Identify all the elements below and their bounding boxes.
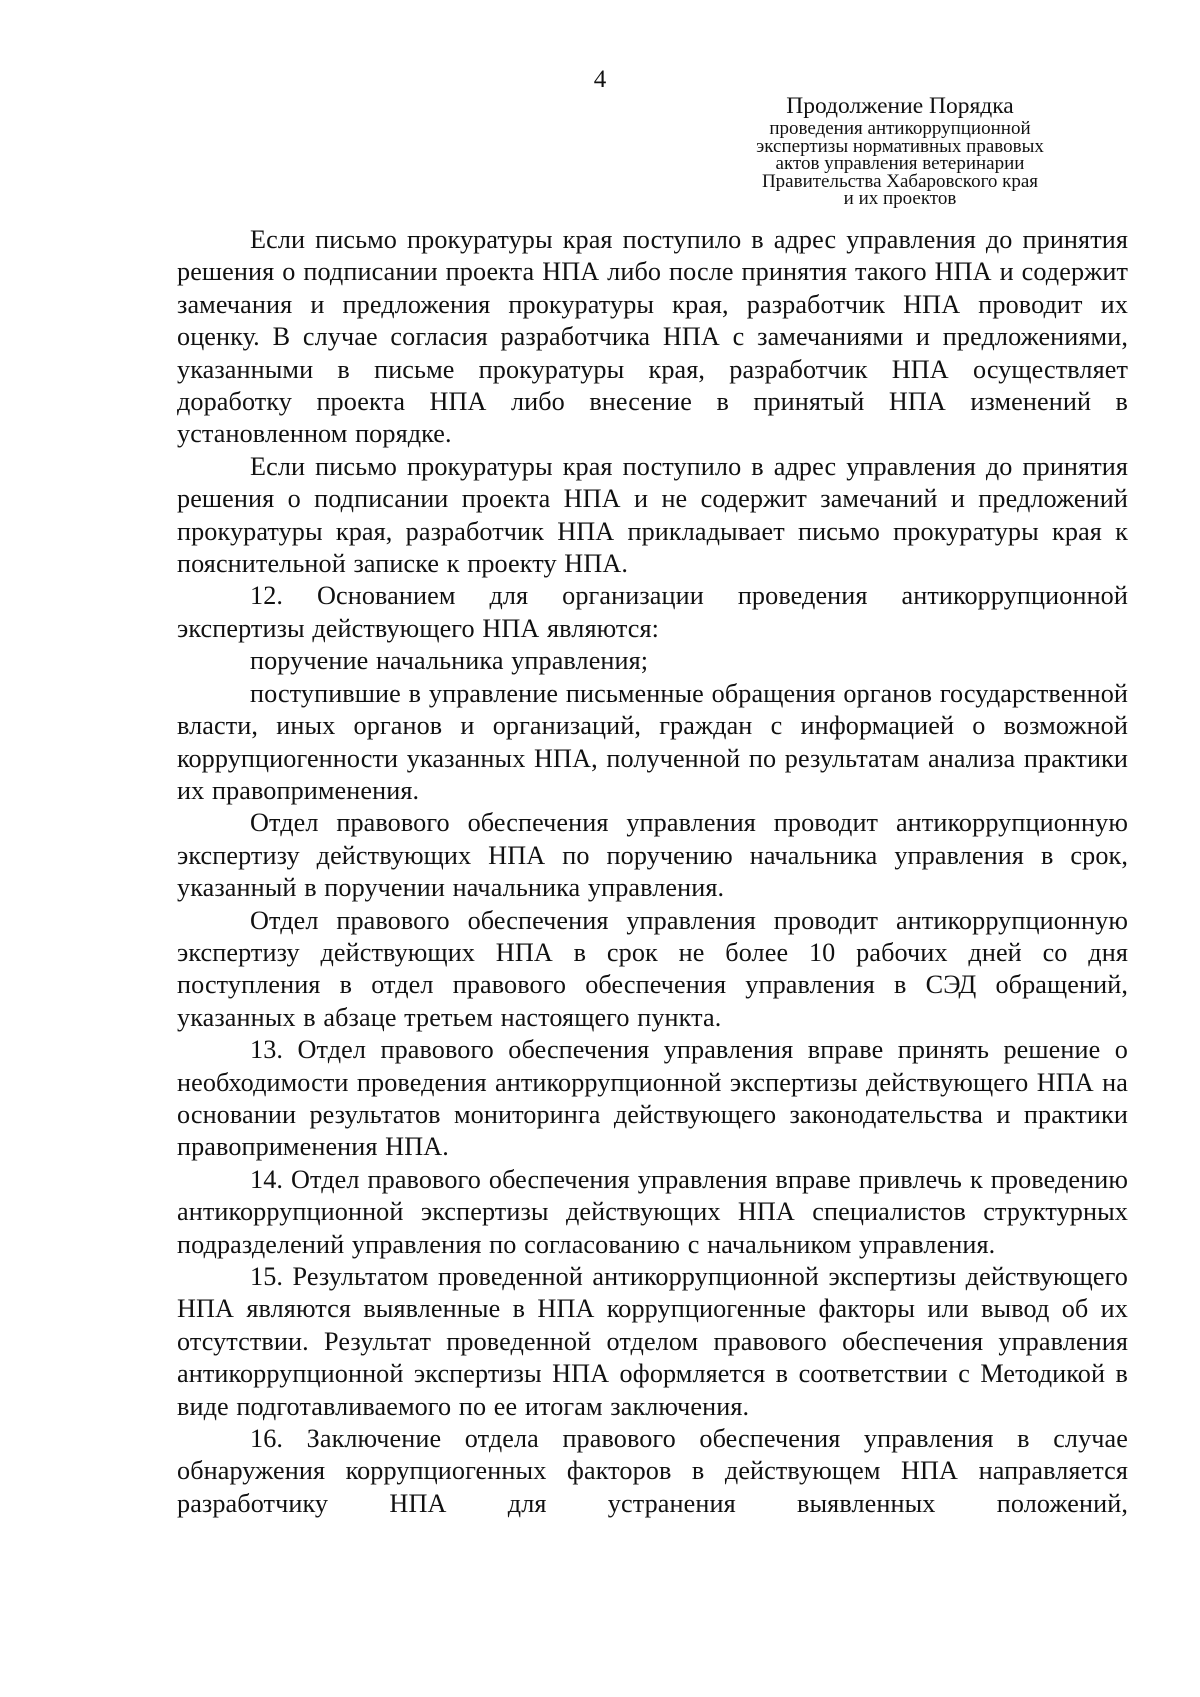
paragraph: Отдел правового обеспечения управления проводит антикоррупционную экспертизу действующих НПА в срок не более 10 рабочих дней со дня поступления в отдел правового обеспечения управления в СЭД обращений, указанных в абзаце третьем настоящего пункта. <box>177 905 1128 1032</box>
document-body <box>177 224 1128 1520</box>
header-line: Правительства Хабаровского края <box>761 170 1039 192</box>
paragraph: 14. Отдел правового обеспечения управления вправе привлечь к проведению антикоррупционной экспертизы действующих НПА специалистов структурных подразделений управления по согласованию с начальником управления. <box>177 1164 1128 1259</box>
document-header <box>705 92 1095 208</box>
header-line: экспертизы нормативных правовых <box>756 135 1044 157</box>
header-line: проведения антикоррупционной <box>769 118 1031 139</box>
paragraph: 12. Основанием для организации проведения антикоррупционной экспертизы действующего НПА являются: <box>177 581 1128 643</box>
paragraph: Если письмо прокуратуры края поступило в адрес управления до принятия решения о подписании проекта НПА либо после принятия такого НПА и содержит замечания и предложения прокуратуры края, разработчик НПА проводит их оценку. В случае согласия разработчика НПА с замечаниями и предложениями, указанными в письме прокуратуры края, разработчик НПА осуществляет доработку проекта НПА либо внесение в принятый НПА изменений в установленном порядке. <box>177 225 1128 449</box>
page-number: 4 <box>593 66 607 93</box>
paragraph: 16. Заключение отдела правового обеспечения управления в случае обнаружения коррупциогенных факторов в действующем НПА направляется разработчику НПА для устранения выявленных положений, <box>177 1424 1128 1518</box>
header-line: актов управления ветеринарии <box>775 153 1025 175</box>
paragraph: Отдел правового обеспечения управления проводит антикоррупционную экспертизу действующих НПА по поручению начальника управления в срок, указанный в поручении начальника управления. <box>177 808 1128 903</box>
header-title: Продолжение Порядка <box>786 93 1014 119</box>
header-line: и их проектов <box>843 188 957 210</box>
paragraph: 15. Результатом проведенной антикоррупционной экспертизы действующего НПА являются выявленные в НПА коррупциогенные факторы или вывод об их отсутствии. Результат проведенной отделом правового обеспечения управления антикоррупционной экспертизы НПА оформляется в соответствии с Методикой в виде подготавливаемого по ее итогам заключения. <box>177 1262 1128 1421</box>
paragraph: поступившие в управление письменные обращения органов государственной власти, иных органов и организаций, граждан с информацией о возможной коррупциогенности указанных НПА, полученной по результатам анализа практики их правоприменения. <box>177 678 1128 805</box>
paragraph: Если письмо прокуратуры края поступило в адрес управления до принятия решения о подписании проекта НПА и не содержит замечаний и предложений прокуратуры края, разработчик НПА прикладывает письмо прокуратуры края к пояснительной записке к проекту НПА. <box>177 451 1128 579</box>
paragraph: 13. Отдел правового обеспечения управления вправе принять решение о необходимости проведения антикоррупционной экспертизы действующего НПА на основании результатов мониторинга действующего законодательства и практики правоприменения НПА. <box>177 1035 1128 1162</box>
paragraph: поручение начальника управления; <box>250 646 649 676</box>
